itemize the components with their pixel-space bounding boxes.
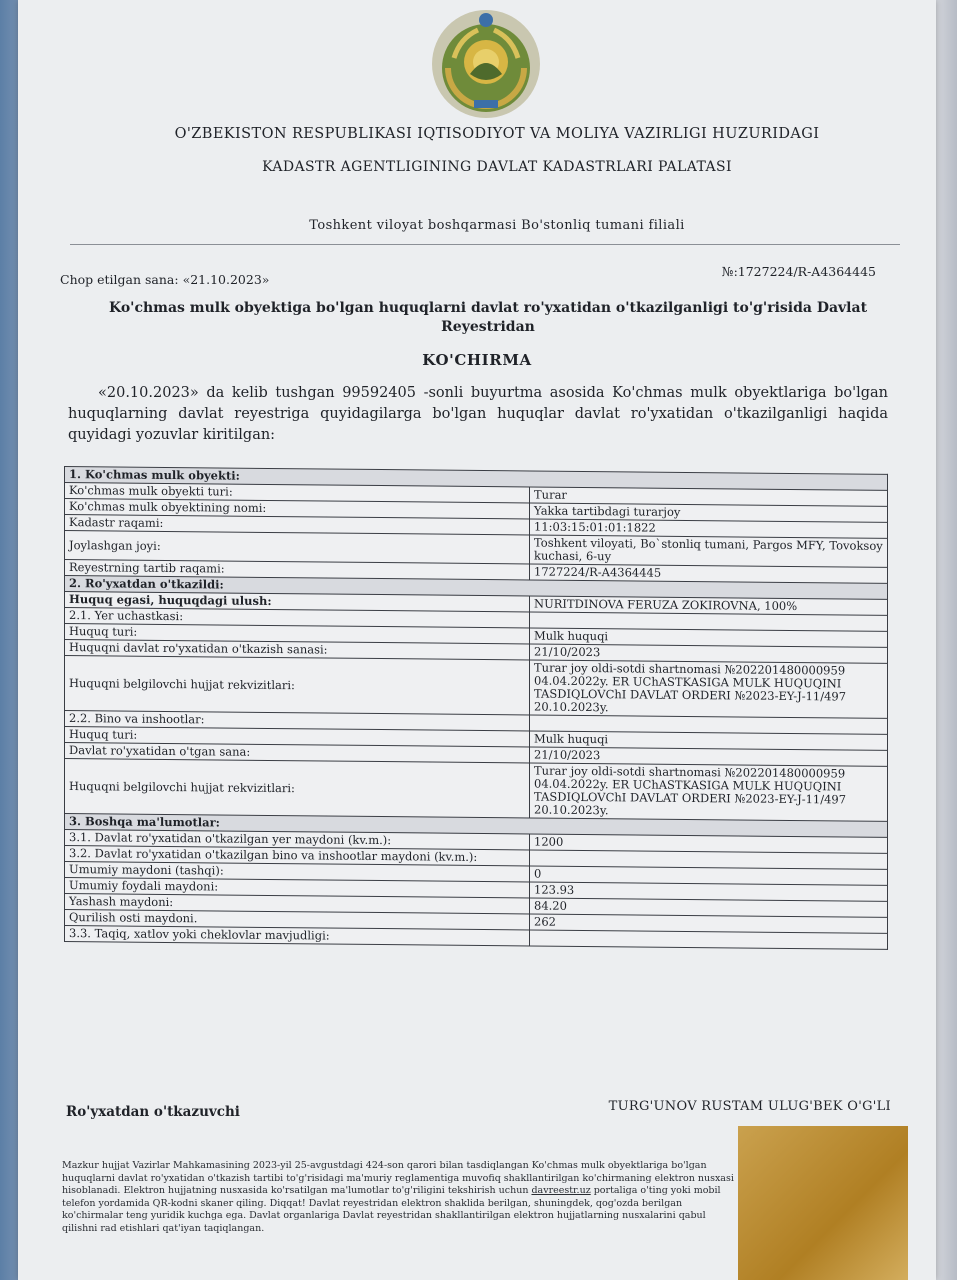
field-label: 2.2. Bino va inshootlar: bbox=[65, 711, 530, 731]
field-value bbox=[530, 930, 888, 949]
field-value: Turar joy oldi-sotdi shartnomasi №202201480000959 04.04.2022y. ER UChASTKASIGA MULK HUQUQINI TASDIQLOVChI DAVLAT ORDERI №2023-EY-J-11/497 20.10.2023y. bbox=[530, 763, 888, 821]
field-label: Ko'chmas mulk obyektining nomi: bbox=[65, 499, 530, 519]
field-label: 3.2. Davlat ro'yxatidan o'tkazilgan bino va inshootlar maydoni (kv.m.): bbox=[65, 846, 530, 866]
registry-table bbox=[64, 466, 888, 950]
state-emblem bbox=[430, 8, 542, 120]
qr-code-sticker bbox=[738, 1126, 908, 1280]
field-label: Huquqni belgilovchi hujjat rekvizitlari: bbox=[65, 656, 530, 715]
document-title: Ko'chmas mulk obyektiga bo'lgan huquqlarni davlat ro'yxatidan o'tkazilganligi to'g'risida Davlat Reyestridan bbox=[108, 300, 868, 335]
section-title: 3. Boshqa ma'lumotlar: bbox=[65, 814, 888, 838]
field-label: Davlat ro'yxatidan o'tgan sana: bbox=[65, 743, 530, 763]
field-value: Turar bbox=[530, 487, 888, 506]
table-row bbox=[65, 656, 888, 719]
section-title: 2. Ro'yxatdan o'tkazildi: bbox=[65, 576, 888, 600]
registrar-label: Ro'yxatdan o'tkazuvchi bbox=[66, 1104, 240, 1120]
field-value: 262 bbox=[530, 914, 888, 933]
field-label: Huquqni belgilovchi hujjat rekvizitlari: bbox=[65, 759, 530, 818]
field-value: 1200 bbox=[530, 834, 888, 853]
printed-date: Chop etilgan sana: «21.10.2023» bbox=[60, 272, 270, 287]
header-divider bbox=[70, 244, 900, 245]
field-label: 3.3. Taqiq, xatlov yoki cheklovlar mavjudligi: bbox=[65, 926, 530, 946]
field-value: 84.20 bbox=[530, 898, 888, 917]
section-title: 1. Ko'chmas mulk obyekti: bbox=[65, 467, 888, 491]
field-label: Huquq turi: bbox=[65, 624, 530, 644]
field-label: Reyestrning tartib raqami: bbox=[65, 560, 530, 580]
field-value: NURITDINOVA FERUZA ZOKIROVNA, 100% bbox=[530, 596, 888, 615]
field-value: Turar joy oldi-sotdi shartnomasi №202201480000959 04.04.2022y. ER UChASTKASIGA MULK HUQUQINI TASDIQLOVChI DAVLAT ORDERI №2023-EY-J-11/497 20.10.2023y. bbox=[530, 660, 888, 718]
verification-link[interactable]: davreestr.uz bbox=[531, 1185, 591, 1197]
field-label: 3.1. Davlat ro'yxatidan o'tkazilgan yer maydoni (kv.m.): bbox=[65, 830, 530, 850]
branch-name: Toshkent viloyat boshqarmasi Bo'stonliq tumani filiali bbox=[309, 218, 685, 233]
field-value: Yakka tartibdagi turarjoy bbox=[530, 503, 888, 522]
field-label: Yashash maydoni: bbox=[65, 894, 530, 914]
table-row bbox=[65, 759, 888, 822]
field-label: Joylashgan joyi: bbox=[65, 531, 530, 564]
footer-text-after: portaliga o'ting yoki mobil telefon yordamida QR-kodni skaner qiling. Diqqat! Davlat reyestridan elektron shaklida berilgan, shuningdek, qog'ozda berilgan ko'chirmalar teng yuridik kuchga ega. Davlat organlariga Davlat reyestridan shakllantirilgan elektron hujjatlarning nusxalarini qabul qilishni rad etishlari qat'iyan taqiqlangan. bbox=[62, 1185, 721, 1234]
field-value: 1727224/R-A4364445 bbox=[530, 564, 888, 583]
field-label: Huquqni davlat ro'yxatidan o'tkazish sanasi: bbox=[65, 640, 530, 660]
field-label: Qurilish osti maydoni. bbox=[65, 910, 530, 930]
agency-header: KADASTR AGENTLIGINING DAVLAT KADASTRLARI PALATASI bbox=[262, 159, 732, 175]
field-value: Mulk huquqi bbox=[530, 628, 888, 647]
document-subtitle: KO'CHIRMA bbox=[422, 351, 532, 369]
registrar-name: TURG'UNOV RUSTAM ULUG'BEK O'G'LI bbox=[608, 1099, 891, 1114]
legal-footer bbox=[62, 1160, 734, 1236]
field-value: Toshkent viloyati, Bo`stonliq tumani, Pargos MFY, Tovoksoy kuchasi, 6-uy bbox=[530, 535, 888, 567]
ministry-header: O'ZBEKISTON RESPUBLIKASI IQTISODIYOT VA MOLIYA VAZIRLIGI HUZURIDAGI bbox=[174, 126, 820, 142]
field-value: 21/10/2023 bbox=[530, 747, 888, 766]
field-value: 0 bbox=[530, 866, 888, 885]
registry-number: №:1727224/R-A4364445 bbox=[721, 264, 876, 279]
intro-paragraph: «20.10.2023» da kelib tushgan 99592405 -sonli buyurtma asosida Ko'chmas mulk obyektlariga bo'lgan huquqlarning davlat reyestriga quyidagilarga bo'lgan huquqlar davlat ro'yxatidan o'tkazilganligi haqida quyidagi yozuvlar kiritilgan: bbox=[68, 385, 888, 443]
field-label: Umumiy maydoni (tashqi): bbox=[65, 862, 530, 882]
field-label: 2.1. Yer uchastkasi: bbox=[65, 608, 530, 628]
field-value: 21/10/2023 bbox=[530, 644, 888, 663]
field-value: Mulk huquqi bbox=[530, 731, 888, 750]
field-label: Kadastr raqami: bbox=[65, 515, 530, 535]
field-value: 11:03:15:01:01:1822 bbox=[530, 519, 888, 538]
document-page bbox=[18, 0, 936, 1280]
field-label: Huquq turi: bbox=[65, 727, 530, 747]
field-label: Umumiy foydali maydoni: bbox=[65, 878, 530, 898]
footer-text-before: Mazkur hujjat Vazirlar Mahkamasining 2023-yil 25-avgustdagi 424-son qarori bilan tasdiqlangan Ko'chmas mulk obyektlariga bo'lgan huquqlarni davlat ro'yxatidan o'tkazish tartibi to'g'risidagi ma'muriy reglamentiga muvofiq shakllantirilgan ko'chirmaning elektron nusxasi hisoblanadi. Elektron hujjatning nusxasida ko'rsatilgan ma'lumotlar to'g'riligini tekshirish uchun bbox=[62, 1160, 734, 1197]
field-label: Ko'chmas mulk obyekti turi: bbox=[65, 483, 530, 503]
field-value: 123.93 bbox=[530, 882, 888, 901]
field-label: Huquq egasi, huquqdagi ulush: bbox=[65, 592, 530, 612]
